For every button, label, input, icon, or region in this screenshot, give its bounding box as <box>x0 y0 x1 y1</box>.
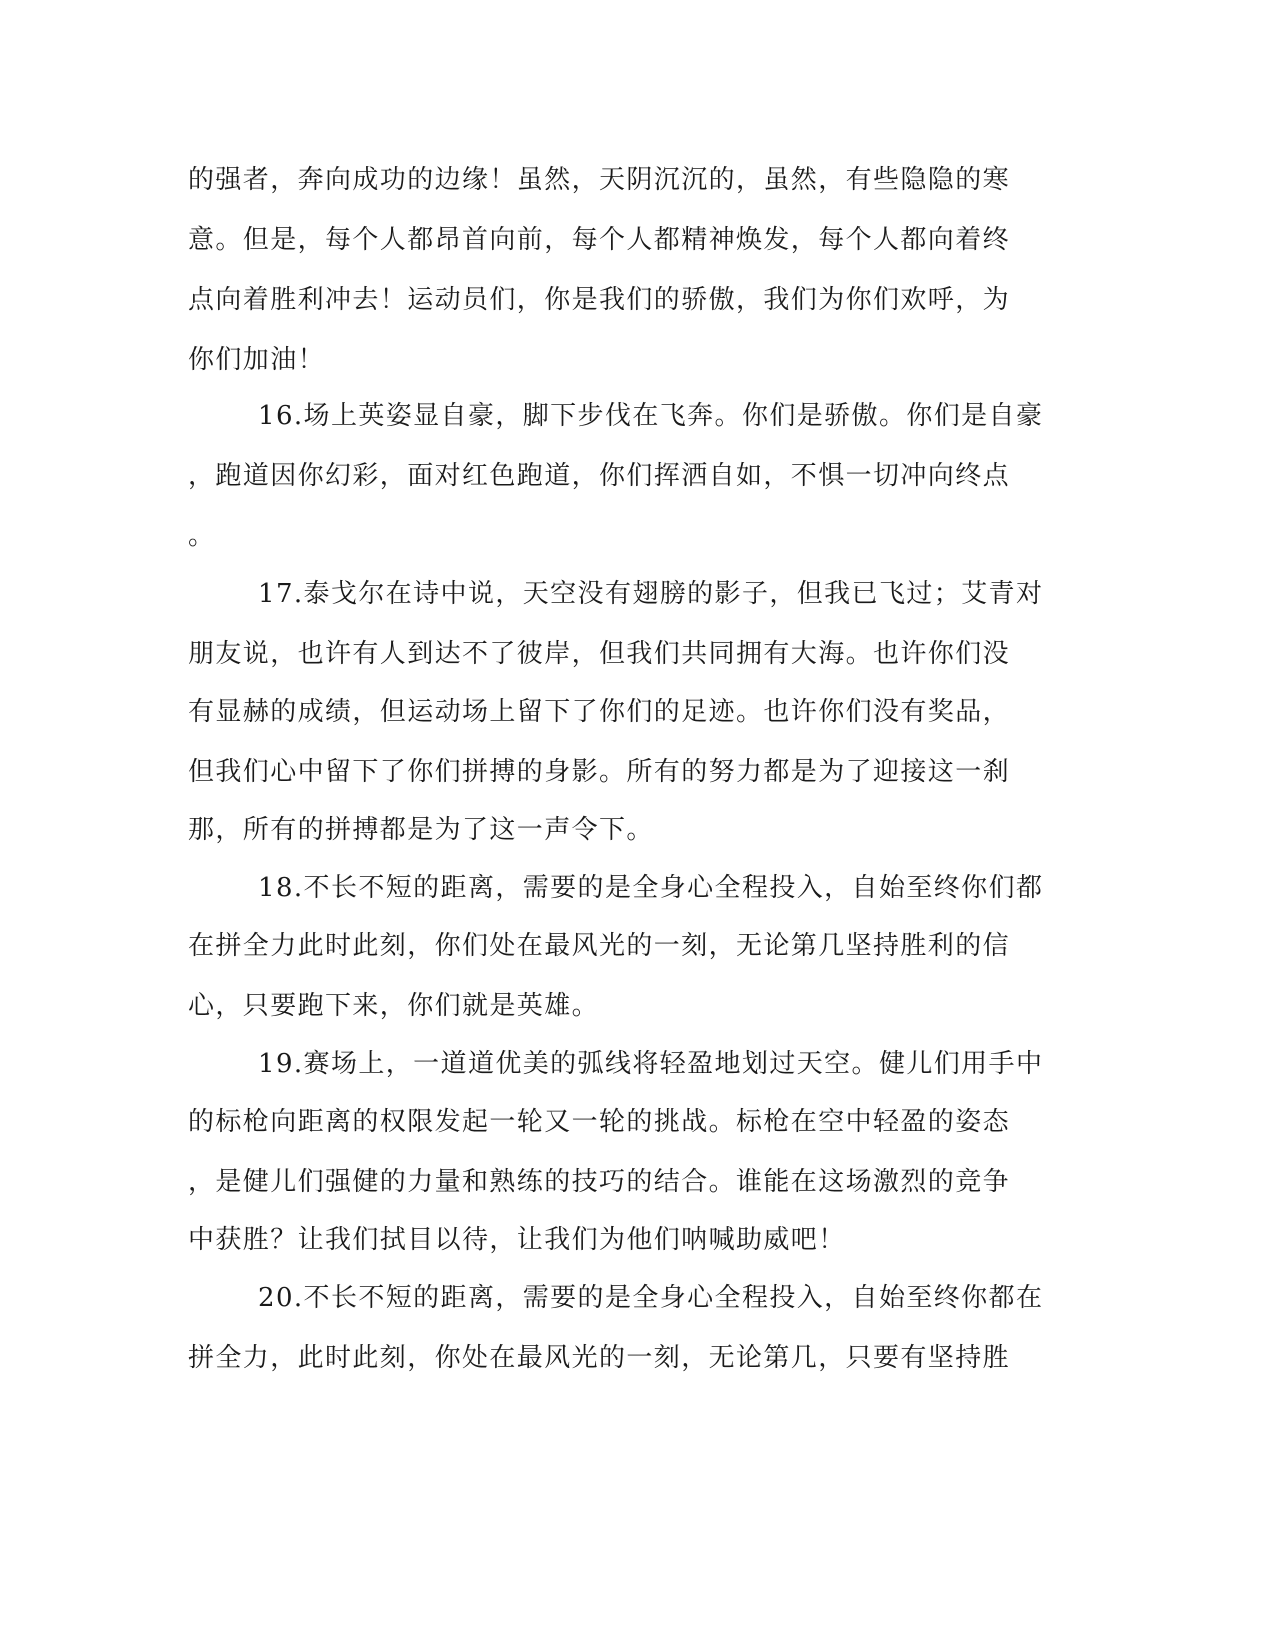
text-line: 但我们心中留下了你们拼搏的身影。所有的努力都是为了迎接这一刹 <box>188 757 1011 787</box>
text-line: 有显赫的成绩，但运动场上留下了你们的足迹。也许你们没有奖品， <box>188 697 1011 727</box>
paragraph-19-start: 19.赛场上，一道道优美的弧线将轻盈地划过天空。健儿们用手中 <box>258 1049 1044 1079</box>
text-line: 朋友说，也许有人到达不了彼岸，但我们共同拥有大海。也许你们没 <box>188 639 1011 669</box>
text-line: 拼全力，此时此刻，你处在最风光的一刻，无论第几，只要有坚持胜 <box>188 1343 1011 1373</box>
text-line: 中获胜？让我们拭目以待，让我们为他们呐喊助威吧！ <box>188 1225 846 1255</box>
text-line: ，跑道因你幻彩，面对红色跑道，你们挥洒自如，不惧一切冲向终点 <box>188 461 1011 491</box>
text-line: 的标枪向距离的权限发起一轮又一轮的挑战。标枪在空中轻盈的姿态 <box>188 1107 1011 1137</box>
text-line: 在拼全力此时此刻，你们处在最风光的一刻，无论第几坚持胜利的信 <box>188 931 1011 961</box>
text-line: 心，只要跑下来，你们就是英雄。 <box>188 991 600 1021</box>
text-line: ，是健儿们强健的力量和熟练的技巧的结合。谁能在这场激烈的竞争 <box>188 1167 1011 1197</box>
paragraph-18-start: 18.不长不短的距离，需要的是全身心全程投入，自始至终你们都 <box>258 873 1044 903</box>
text-line: 意。但是，每个人都昂首向前，每个人都精神焕发，每个人都向着终 <box>188 225 1011 255</box>
text-line: 点向着胜利冲去！运动员们，你是我们的骄傲，我们为你们欢呼，为 <box>188 285 1011 315</box>
text-line: 。 <box>188 521 216 551</box>
paragraph-17-start: 17.泰戈尔在诗中说，天空没有翅膀的影子，但我已飞过；艾青对 <box>258 579 1044 609</box>
text-line: 的强者，奔向成功的边缘！虽然，天阴沉沉的，虽然，有些隐隐的寒 <box>188 165 1011 195</box>
text-line: 你们加油！ <box>188 345 326 375</box>
paragraph-16-start: 16.场上英姿显自豪，脚下步伐在飞奔。你们是骄傲。你们是自豪 <box>258 401 1044 431</box>
paragraph-20-start: 20.不长不短的距离，需要的是全身心全程投入，自始至终你都在 <box>258 1283 1044 1313</box>
text-line: 那，所有的拼搏都是为了这一声令下。 <box>188 815 654 845</box>
